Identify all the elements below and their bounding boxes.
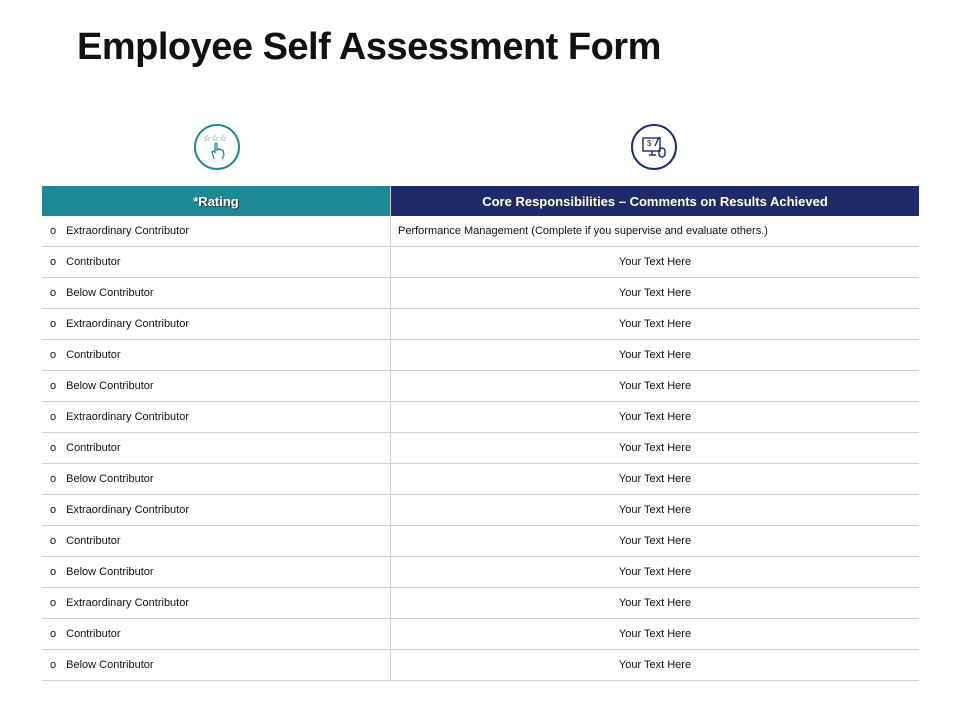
rating-label: Extraordinary Contributor — [66, 318, 190, 330]
bullet: o — [50, 318, 57, 330]
rating-cell[interactable] — [42, 557, 391, 588]
rating-cell[interactable] — [42, 402, 391, 433]
rating-cell[interactable] — [42, 464, 391, 495]
comment-cell[interactable]: Your Text Here — [391, 619, 920, 650]
bullet: o — [50, 597, 57, 609]
rating-label: Contributor — [66, 628, 121, 640]
table-row — [42, 619, 919, 650]
comment-cell[interactable]: Your Text Here — [391, 557, 920, 588]
bullet: o — [50, 349, 57, 361]
rating-cell[interactable] — [42, 309, 391, 340]
page-title: Employee Self Assessment Form — [77, 26, 661, 68]
table-row — [42, 433, 919, 464]
comment-cell[interactable]: Your Text Here — [391, 247, 920, 278]
rating-cell[interactable] — [42, 216, 391, 247]
rating-label: Extraordinary Contributor — [66, 597, 190, 609]
rating-label: Contributor — [66, 256, 121, 268]
rating-cell[interactable] — [42, 340, 391, 371]
svg-text:$: $ — [647, 139, 652, 148]
table-row — [42, 650, 919, 681]
rating-label: Below Contributor — [66, 287, 154, 299]
table-row — [42, 247, 919, 278]
table-row — [42, 557, 919, 588]
table-row — [42, 526, 919, 557]
rating-cell[interactable] — [42, 650, 391, 681]
bullet: o — [50, 380, 57, 392]
rating-label: Extraordinary Contributor — [66, 504, 190, 516]
rating-cell[interactable] — [42, 619, 391, 650]
bullet: o — [50, 566, 57, 578]
comment-cell[interactable]: Your Text Here — [391, 588, 920, 619]
bullet: o — [50, 659, 57, 671]
rating-cell[interactable] — [42, 495, 391, 526]
assessment-table — [42, 186, 919, 681]
table-row — [42, 371, 919, 402]
rating-cell[interactable] — [42, 247, 391, 278]
bullet: o — [50, 628, 57, 640]
comment-cell[interactable]: Your Text Here — [391, 495, 920, 526]
rating-label: Contributor — [66, 442, 121, 454]
rating-header: *Rating — [42, 186, 391, 216]
comments-header: Core Responsibilities – Comments on Results Achieved — [391, 186, 920, 216]
rating-label: Below Contributor — [66, 380, 154, 392]
comment-cell[interactable]: Your Text Here — [391, 278, 920, 309]
comment-cell[interactable]: Your Text Here — [391, 402, 920, 433]
table-row — [42, 340, 919, 371]
table-row — [42, 495, 919, 526]
rating-cell[interactable] — [42, 588, 391, 619]
rating-label: Extraordinary Contributor — [66, 411, 190, 423]
rating-cell[interactable] — [42, 278, 391, 309]
bullet: o — [50, 442, 57, 454]
comment-cell[interactable]: Your Text Here — [391, 309, 920, 340]
rating-stars-hand-icon — [194, 124, 240, 170]
table-row — [42, 278, 919, 309]
comment-cell[interactable]: Your Text Here — [391, 526, 920, 557]
comment-cell[interactable]: Your Text Here — [391, 650, 920, 681]
bullet: o — [50, 225, 57, 237]
rating-label: Below Contributor — [66, 473, 154, 485]
bullet: o — [50, 535, 57, 547]
rating-label: Below Contributor — [66, 566, 154, 578]
table-row — [42, 588, 919, 619]
bullet: o — [50, 473, 57, 485]
rating-label: Contributor — [66, 349, 121, 361]
bullet: o — [50, 411, 57, 423]
table-row — [42, 309, 919, 340]
bullet: o — [50, 504, 57, 516]
comment-cell[interactable]: Your Text Here — [391, 340, 920, 371]
rating-label: Extraordinary Contributor — [66, 225, 190, 237]
svg-text:☆☆☆: ☆☆☆ — [203, 133, 228, 143]
table-row — [42, 464, 919, 495]
comment-cell[interactable]: Your Text Here — [391, 433, 920, 464]
rating-cell[interactable] — [42, 526, 391, 557]
bullet: o — [50, 256, 57, 268]
comment-cell[interactable]: Your Text Here — [391, 371, 920, 402]
rating-label: Below Contributor — [66, 659, 154, 671]
table-row — [42, 402, 919, 433]
rating-cell[interactable] — [42, 433, 391, 464]
rating-label: Contributor — [66, 535, 121, 547]
computer-dollar-mouse-icon — [631, 124, 677, 170]
bullet: o — [50, 287, 57, 299]
comment-cell[interactable]: Performance Management (Complete if you supervise and evaluate others.) — [391, 216, 920, 247]
rating-cell[interactable] — [42, 371, 391, 402]
table-row — [42, 216, 919, 247]
comment-cell[interactable]: Your Text Here — [391, 464, 920, 495]
